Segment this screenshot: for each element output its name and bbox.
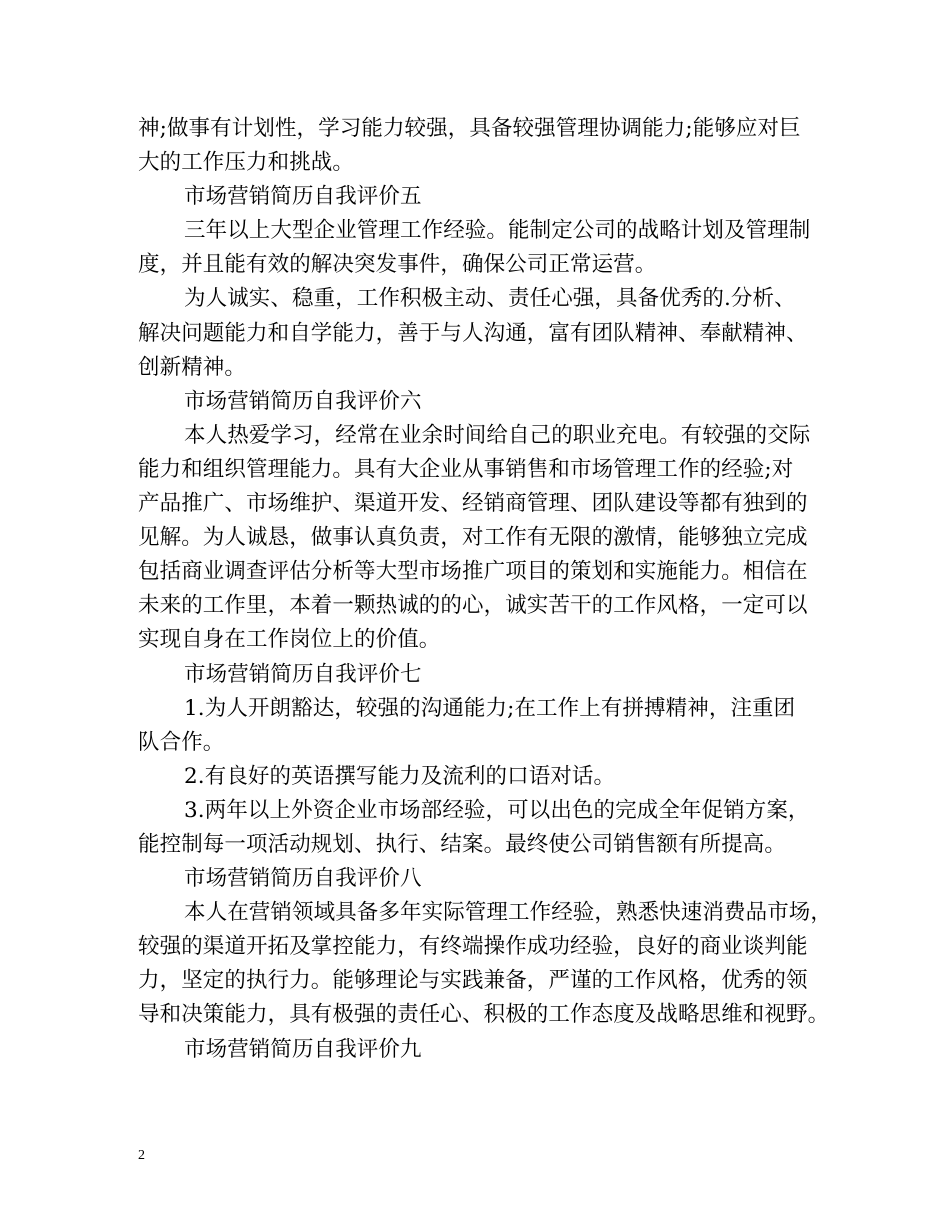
text-line: 2.有良好的英语撰写能力及流利的口语对话。	[184, 763, 616, 789]
text-line: 三年以上大型企业管理工作经验。能制定公司的战略计划及管理制	[184, 218, 811, 244]
text-line: 1.为人开朗豁达，较强的沟通能力;在工作上有拼搏精神，注重团	[184, 695, 796, 721]
text-line: 本人热爱学习，经常在业余时间给自己的职业充电。有较强的交际	[184, 422, 811, 448]
text-line: 3.两年以上外资企业市场部经验，可以出色的完成全年促销方案，	[184, 797, 810, 823]
text-line: 度，并且能有效的解决突发事件，确保公司正常运营。	[138, 252, 657, 278]
text-line: 市场营销简历自我评价六	[184, 388, 422, 414]
text-line: 能力和组织管理能力。具有大企业从事销售和市场管理工作的经验;对	[138, 456, 794, 482]
text-line: 神;做事有计划性，学习能力较强，具备较强管理协调能力;能够应对巨	[138, 116, 801, 141]
text-line: 较强的渠道开拓及掌控能力，有终端操作成功经验，良好的商业谈判能	[138, 934, 808, 960]
text-line: 包括商业调查评估分析等大型市场推广项目的策划和实施能力。相信在	[138, 559, 808, 585]
text-line: 市场营销简历自我评价七	[184, 661, 422, 687]
text-line: 能控制每一项活动规划、执行、结案。最终使公司销售额有所提高。	[138, 831, 787, 857]
text-line: 市场营销简历自我评价八	[184, 866, 422, 892]
text-line: 力，坚定的执行力。能够理论与实践兼备，严谨的工作风格，优秀的领	[138, 968, 808, 994]
text-line: 市场营销简历自我评价五	[184, 184, 422, 210]
text-line: 解决问题能力和自学能力，善于与人沟通，富有团队精神、奉献精神、	[138, 320, 808, 346]
text-line: 产品推广、市场维护、渠道开发、经销商管理、团队建设等都有独到的	[138, 491, 808, 517]
text-line: 队合作。	[138, 729, 225, 755]
text-line: 本人在营销领域具备多年实际管理工作经验，熟悉快速消费品市场，	[184, 900, 833, 926]
text-line: 见解。为人诚恳，做事认真负责，对工作有无限的激情，能够独立完成	[138, 525, 808, 551]
text-line: 市场营销简历自我评价九	[184, 1036, 422, 1062]
document-body	[138, 112, 833, 1067]
text-line: 实现自身在工作岗位上的价值。	[138, 627, 441, 653]
text-line: 导和决策能力，具有极强的责任心、积极的工作态度及战略思维和视野。	[138, 1002, 830, 1028]
text-line: 为人诚实、稳重，工作积极主动、责任心强，具备优秀的.分析、	[184, 286, 796, 312]
text-line: 大的工作压力和挑战。	[138, 150, 355, 176]
text-line: 创新精神。	[138, 354, 247, 380]
page-number: 2	[138, 1148, 145, 1163]
text-line: 未来的工作里，本着一颗热诚的的心，诚实苦干的工作风格，一定可以	[138, 593, 808, 619]
